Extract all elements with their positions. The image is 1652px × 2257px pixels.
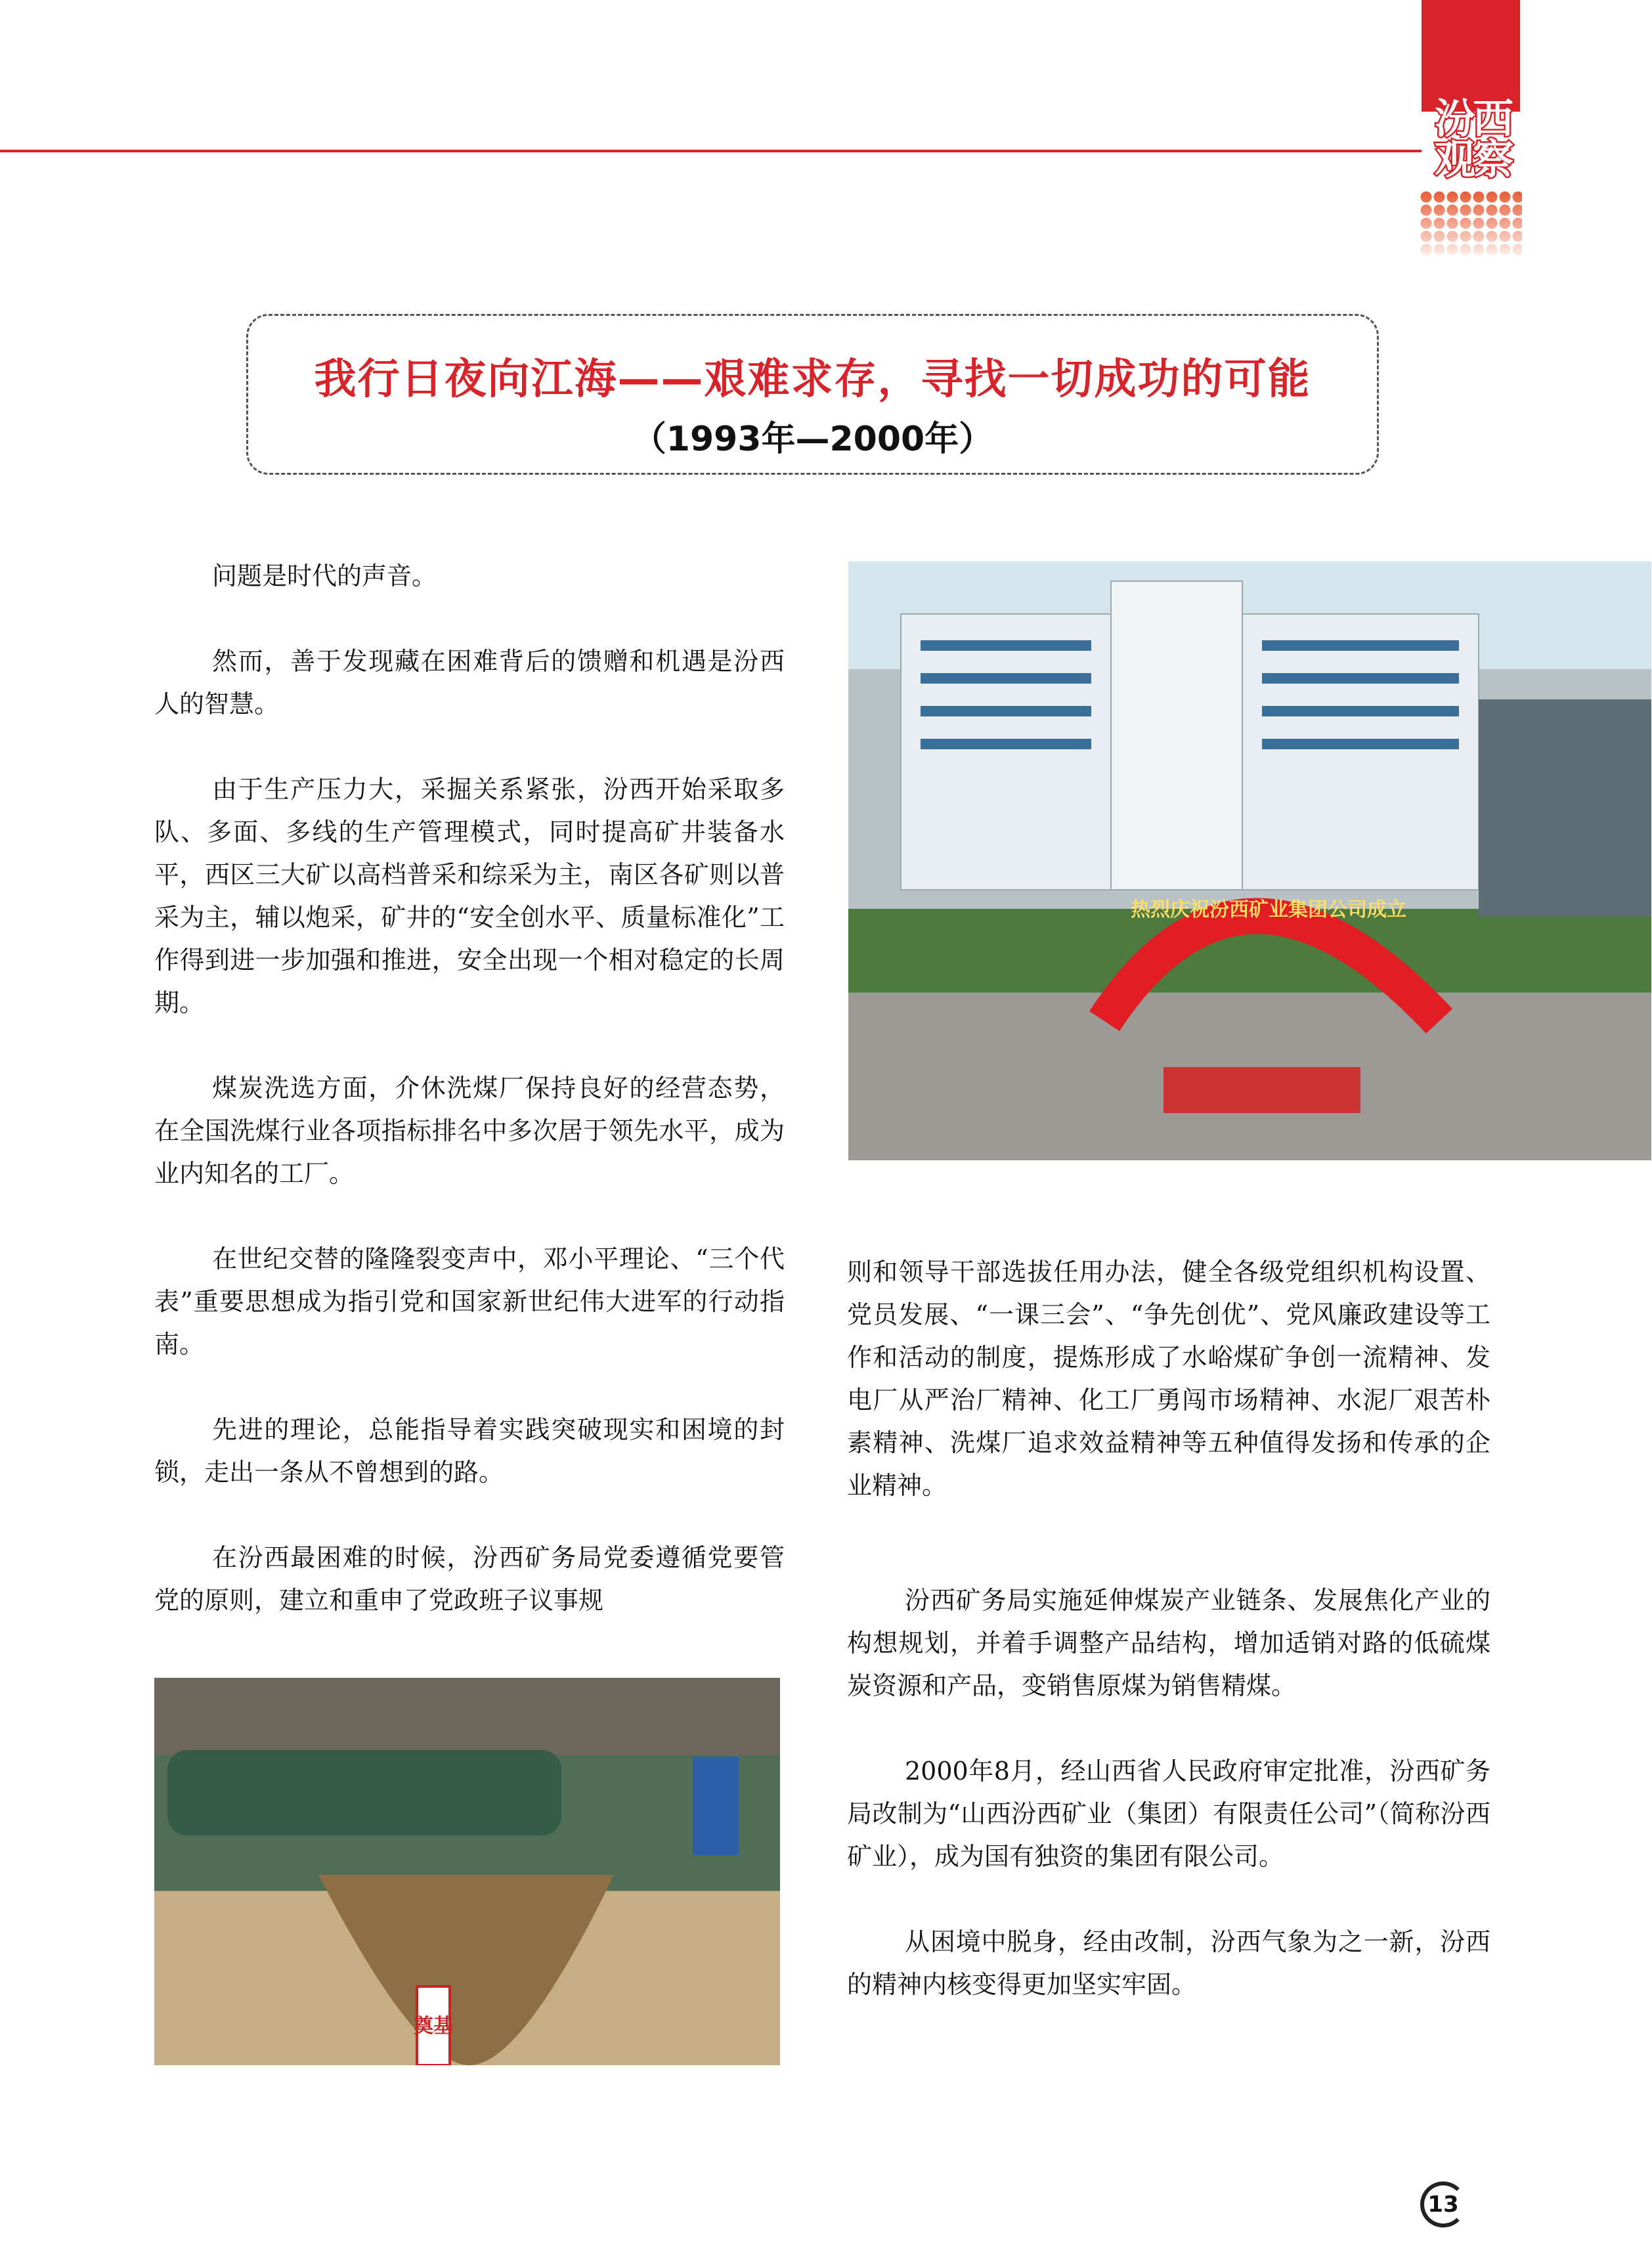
right-text-column (847, 1579, 1490, 2049)
paragraph: 先进的理论，总能指导着实践突破现实和困境的封锁，走出一条从不曾想到的路。 (154, 1415, 785, 1487)
paragraph: 然而，善于发现藏在困难背后的馈赠和机遇是汾西人的智慧。 (154, 647, 785, 718)
paragraph: 2000年8月，经山西省人民政府审定批准，汾西矿务局改制为“山西汾西矿业（集团）有限责任公司”（简称汾西矿业），成为国有独资的集团有限公司。 (847, 1757, 1490, 1871)
groundbreaking-illustration (154, 1678, 780, 2065)
paragraph: 从困境中脱身，经由改制，汾西气象为之一新，汾西的精神内核变得更加坚实牢固。 (847, 1927, 1490, 1999)
brand-logo: 汾西观察 (1434, 95, 1511, 183)
paragraph: 在汾西最困难的时候，汾西矿务局党委遵循党要管党的原则，建立和重申了党政班子议事规 (154, 1543, 785, 1615)
building-ceremony-illustration (848, 561, 1651, 1160)
paragraph: 在世纪交替的隆隆裂变声中，邓小平理论、“三个代表”重要思想成为指引党和国家新世纪伟大进军的行动指南。 (154, 1244, 785, 1359)
right-text-top (847, 1251, 1490, 1550)
left-text-column (154, 555, 785, 1665)
marker-text: 奠基 (414, 2015, 453, 2038)
section-title: 我行日夜向江海——艰难求存，寻找一切成功的可能 (314, 355, 1311, 404)
paragraph: 问题是时代的声音。 (212, 561, 437, 590)
photo-building-ceremony (848, 561, 1651, 1160)
section-title-box (246, 314, 1379, 475)
paragraph: 由于生产压力大，采掘关系紧张，汾西开始采取多队、多面、多线的生产管理模式，同时提高矿井装备水平，西区三大矿以高档普采和综采为主，南区各矿则以普采为主，辅以炮采，矿井的“安全创水平、质量标准化”工作得到进一步加强和推进，安全出现一个相对稳定的长周期。 (154, 775, 785, 1017)
page-number: 13 (1420, 2181, 1466, 2227)
brand-dot-pattern (1420, 190, 1522, 256)
paragraph: 煤炭洗选方面，介休洗煤厂保持良好的经营态势，在全国洗煤行业各项指标排名中多次居于领先水平，成为业内知名的工厂。 (154, 1074, 785, 1188)
paragraph-continued: 则和领导干部选拔任用办法，健全各级党组织机构设置、党员发展、“一课三会”、“争先创优”、党风廉政建设等工作和活动的制度，提炼形成了水峪煤矿争创一流精神、发电厂从严治厂精神、化工厂勇闯市场精神、水泥厂艰苦朴素精神、洗煤厂追求效益精神等五种值得发扬和传承的企业精神。 (847, 1258, 1490, 1500)
banner-text: 热烈庆祝汾西矿业集团公司成立 (1131, 898, 1406, 921)
header-rule (0, 150, 1428, 152)
section-subtitle: （1993年—2000年） (632, 420, 993, 459)
paragraph: 汾西矿务局实施延伸煤炭产业链条、发展焦化产业的构想规划，并着手调整产品结构，增加适销对路的低硫煤炭资源和产品，变销售原煤为销售精煤。 (847, 1586, 1490, 1700)
photo-groundbreaking (154, 1678, 780, 2065)
